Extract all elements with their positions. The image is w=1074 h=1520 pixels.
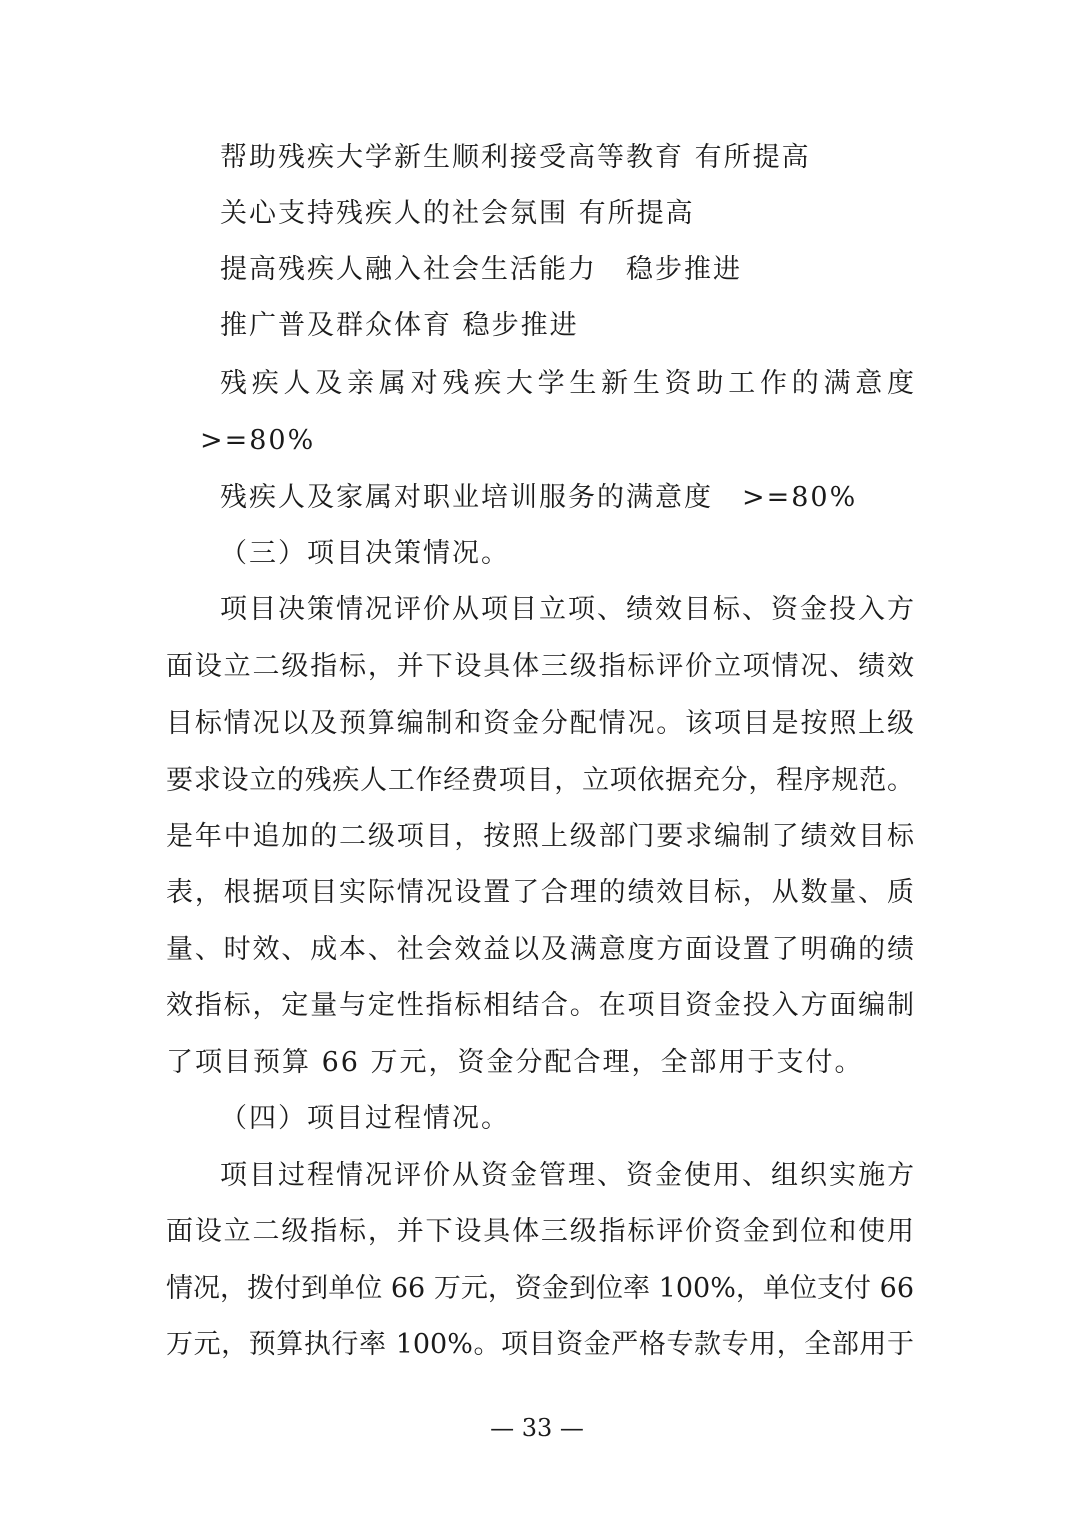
paragraph-line: 了项目预算 66 万元，资金分配合理，全部用于支付。 [166, 1047, 864, 1078]
paragraph-line: 量、时效、成本、社会效益以及满意度方面设置了明确的绩 [166, 934, 914, 965]
page-number: — 33 — [490, 1414, 584, 1442]
paragraph-line: 项目过程情况评价从资金管理、资金使用、组织实施方 [220, 1160, 914, 1191]
paragraph-line: 是年中追加的二级项目，按照上级部门要求编制了绩效目标 [166, 821, 914, 852]
text-line: 帮助残疾大学新生顺利接受高等教育 有所提高 [220, 142, 811, 173]
text-line: 关心支持残疾人的社会氛围 有所提高 [220, 198, 695, 229]
text-line: >=80% [200, 425, 316, 456]
section-heading: （四）项目过程情况。 [220, 1103, 510, 1134]
text-line: 残疾人及亲属对残疾大学生新生资助工作的满意度 [220, 368, 914, 399]
paragraph-line: 情况，拨付到单位 66 万元，资金到位率 100%，单位支付 66 [166, 1273, 914, 1304]
paragraph-line: 目标情况以及预算编制和资金分配情况。该项目是按照上级 [166, 708, 914, 739]
paragraph-line: 效指标，定量与定性指标相结合。在项目资金投入方面编制 [166, 990, 914, 1021]
paragraph-line: 要求设立的残疾人工作经费项目，立项依据充分，程序规范。 [166, 765, 914, 796]
paragraph-line: 表，根据项目实际情况设置了合理的绩效目标，从数量、质 [166, 877, 914, 908]
section-heading: （三）项目决策情况。 [220, 538, 510, 569]
text-line: 残疾人及家属对职业培训服务的满意度 >=80% [220, 482, 858, 513]
text-line: 推广普及群众体育 稳步推进 [220, 310, 579, 341]
paragraph-line: 万元，预算执行率 100%。项目资金严格专款专用，全部用于 [166, 1329, 914, 1360]
paragraph-line: 项目决策情况评价从项目立项、绩效目标、资金投入方 [220, 594, 914, 625]
paragraph-line: 面设立二级指标，并下设具体三级指标评价立项情况、绩效 [166, 651, 914, 682]
text-line: 提高残疾人融入社会生活能力 稳步推进 [220, 254, 742, 285]
paragraph-line: 面设立二级指标，并下设具体三级指标评价资金到位和使用 [166, 1216, 914, 1247]
